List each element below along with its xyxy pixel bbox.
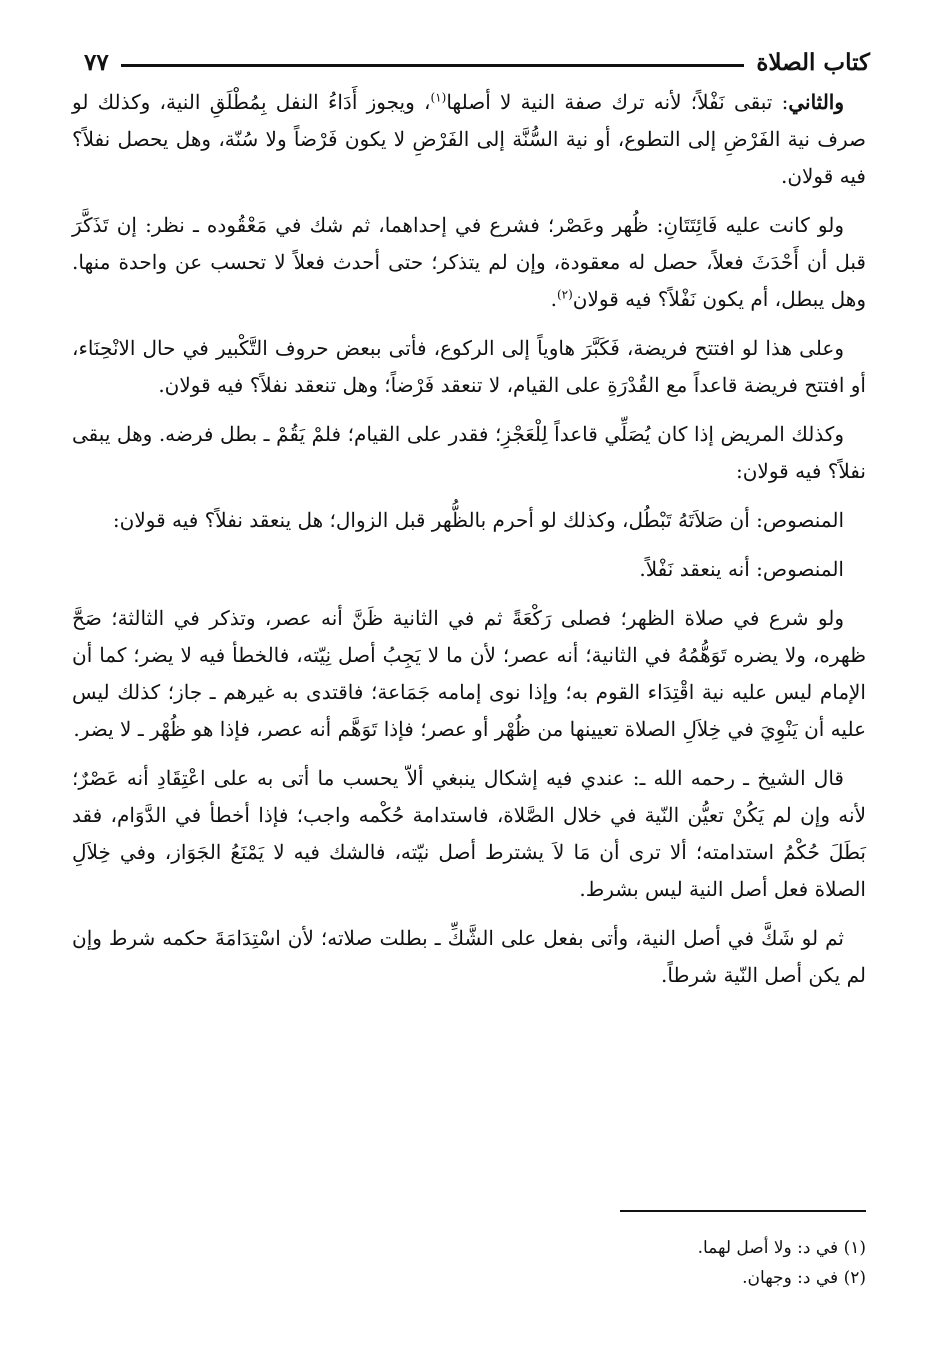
footnote-ref[interactable]: (١) (430, 90, 447, 105)
page-header (84, 44, 870, 80)
paragraph-text: المنصوص: أن صَلاَتَهُ تَبْطُل، وكذلك لو أحرم بالظُّهر قبل الزوال؛ هل ينعقد نفلاً؟ فيه قولان: (112, 508, 844, 532)
paragraph-text: ولو شرع في صلاة الظهر؛ فصلى رَكْعَةً ثم في الثانية ظَنَّ أنه عصر، وتذكر في الثالثة؛ صَحَّ ظهره، ولا يضره تَوَهُّمُهُ في الثانية؛ أنه عصر؛ لأن ما لا يَجِبُ أصل نِيّته، فالخطأ فيه لا يضر؛ كما أن الإمام ليس عليه نية اقْتِدَاء القوم به؛ وإذا نوى إمامه جَمَاعة؛ فاقتدى به غيرهم ـ جاز؛ كذلك ليس عليه أن يَنْوِيَ في خِلاَلِ الصلاة تعيينها من ظُهْر أو عصر؛ فإذا تَوَهَّم أنه عصر، فإذا هو ظُهْر ـ لا يضر. (72, 606, 866, 741)
footnote-ref[interactable]: (٢) (556, 287, 573, 302)
footnote-divider (620, 1210, 866, 1212)
main-text (72, 84, 866, 1006)
paragraph (72, 600, 866, 748)
footnotes (86, 1233, 866, 1293)
paragraph-text: وكذلك المريض إذا كان يُصَلِّي قاعداً لِلْعَجْزِ؛ فقدر على القيام؛ فلمْ يَقُمْ ـ بطل فرضه. وهل يبقى نفلاً؟ فيه قولان: (72, 422, 866, 483)
paragraph-lead: والثاني (788, 90, 845, 114)
paragraph-text: ولو كانت عليه فَائِتَتَانِ: ظُهر وعَصْر؛ فشرع في إحداهما، ثم شك في مَعْقُوده ـ نظر: إن تَذَكَّرَ قبل أن أَحْدَثَ فعلاً، حصل له معقودة، وإن لم يتذكر؛ حتى أحدث فعلاً لا تحسب عن واحدة منها. وهل يبطل، أم يكون نَفْلاً؟ فيه قولان (72, 213, 866, 311)
paragraph (72, 207, 866, 318)
paragraph (72, 502, 866, 539)
footnote-item: (٢) في د: وجهان. (742, 1268, 866, 1288)
paragraph-text: قال الشيخ ـ رحمه الله ـ: عندي فيه إشكال ينبغي ألاّ يحسب ما أتى به على اعْتِقَادِ أنه عَصْرٌ؛ لأنه وإن لم يَكُنْ تعيُّن النّية في خلال الصَّلاة، فاستدامة حُكْمه واجب؛ فإذا أخطأ في الدَّوَام، فقد بَطَلَ حُكْمُ استدامته؛ ألا ترى أن مَا لاَ يشترط أصل نيّته، فالشك فيه لا يَمْنَعُ الجَوَاز، وفي خِلاَلِ الصلاة فعل أصل النية ليس بشرط. (72, 766, 866, 901)
paragraph (72, 416, 866, 490)
page-number: ٧٧ (84, 48, 109, 76)
chapter-title: كتاب الصلاة (756, 48, 870, 76)
paragraph-text: : تبقى نَفْلاً؛ لأنه ترك صفة النية لا أصلها (446, 90, 789, 114)
paragraph-text: وعلى هذا لو افتتح فريضة، فَكَبَّرَ هاوياً إلى الركوع، فأتى ببعض حروف التَّكْبير في حال الانْحِنَاء، أو افتتح فريضة قاعداً مع القُدْرَةِ على القيام، لا تنعقد فَرْضاً؛ وهل تنعقد نفلاً؟ فيه قولان. (72, 336, 866, 397)
paragraph (72, 760, 866, 908)
paragraph-text-tail: ، ويجوز أَدَاءُ النفل بِمُطْلَقِ النية، وكذلك لو صرف نية الفَرْضِ إلى التطوع، أو نية السُّنَّة إلى الفَرْضِ لا يكون فَرْضاً ولا سُنّة، وهل يحصل نفلاً؟ فيه قولان. (72, 90, 866, 188)
footnote-item: (١) في د: ولا أصل لهما. (697, 1238, 866, 1258)
paragraph-text-tail: . (550, 287, 557, 311)
header-rule (121, 64, 745, 67)
paragraph (72, 84, 866, 195)
paragraph (72, 330, 866, 404)
paragraph (72, 551, 866, 588)
paragraph (72, 920, 866, 994)
paragraph-text: المنصوص: أنه ينعقد نَفْلاً. (639, 557, 844, 581)
paragraph-text: ثم لو شَكَّ في أصل النية، وأتى بفعل على الشَّكِّ ـ بطلت صلاته؛ لأن اسْتِدَامَةَ حكمه شرط وإن لم يكن أصل النّية شرطاً. (72, 926, 866, 987)
